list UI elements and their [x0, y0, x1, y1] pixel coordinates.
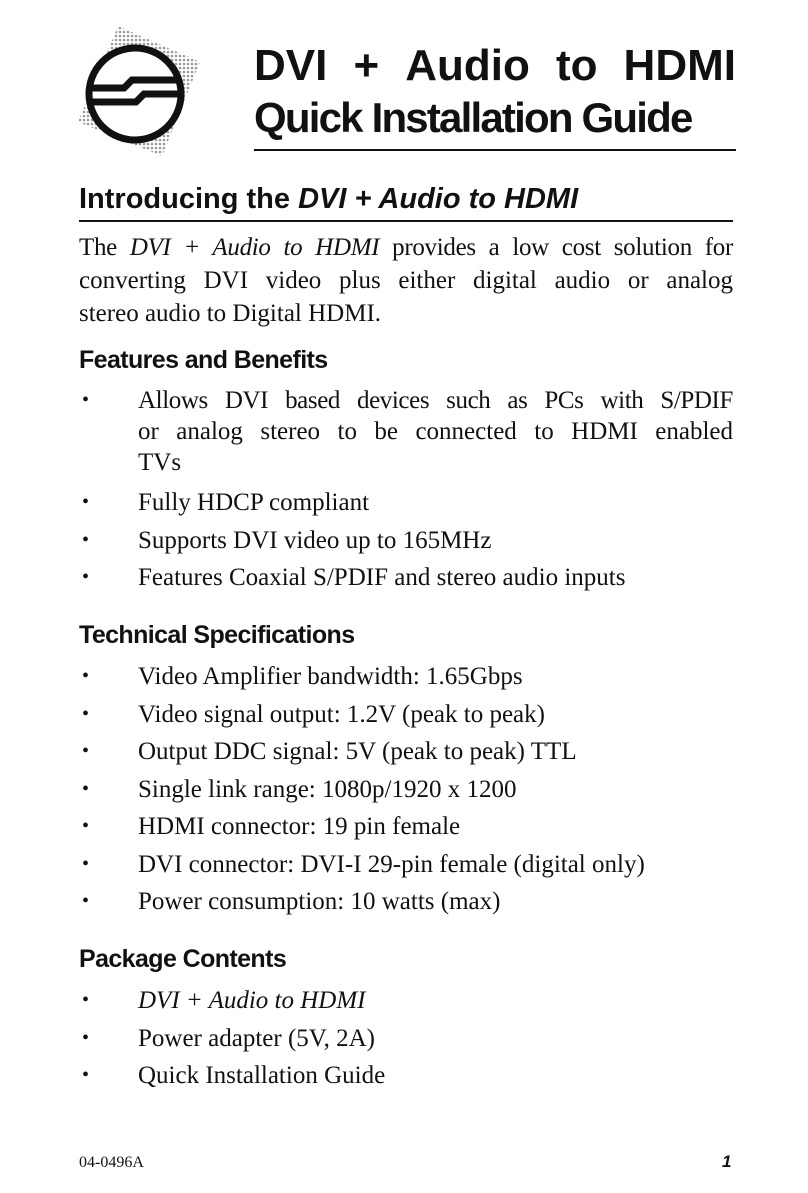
- bullet: •: [82, 528, 90, 551]
- list-item: [79, 696, 733, 734]
- list-item: [79, 658, 733, 696]
- title-divider: [254, 149, 736, 151]
- intro-line: stereo audio to Digital HDMI.: [79, 300, 382, 327]
- intro-line1-rest: provides a low cost solution for: [379, 234, 734, 261]
- specs-list: [79, 658, 733, 921]
- bullet: •: [82, 389, 90, 411]
- list-item-text: DVI + Audio to HDMI: [138, 987, 366, 1014]
- list-item-text: Single link range: 1080p/1920 x 1200: [138, 775, 517, 803]
- list-item-text: DVI connector: DVI-I 29-pin female (digital only): [138, 850, 645, 878]
- intro-paragraph: [79, 231, 733, 330]
- document-title-line1: [254, 40, 736, 92]
- package-list: [79, 982, 733, 1095]
- list-item: [79, 883, 733, 921]
- bullet: •: [82, 815, 90, 837]
- title-word: to: [555, 41, 598, 90]
- title-word: DVI: [254, 41, 328, 90]
- list-item: [79, 982, 733, 1020]
- list-item-text: Quick Installation Guide: [138, 1062, 386, 1089]
- bullet: •: [82, 702, 90, 725]
- title-word: Audio: [405, 41, 530, 90]
- list-item: [79, 771, 733, 809]
- intro-heading-prefix: Introducing the: [79, 183, 299, 215]
- intro-the: The: [79, 234, 130, 261]
- list-item: [79, 846, 733, 884]
- title-word: HDMI: [623, 41, 736, 90]
- list-item-text: Video Amplifier bandwidth: 1.65Gbps: [138, 663, 523, 690]
- bullet: •: [82, 566, 90, 588]
- list-item-text: Features Coaxial S/PDIF and stereo audio inputs: [138, 564, 626, 591]
- brand-logo-icon: [66, 22, 204, 160]
- intro-divider: [79, 220, 733, 222]
- package-heading: Package Contents: [79, 945, 287, 973]
- bullet: •: [82, 852, 90, 875]
- title-word: +: [353, 41, 380, 90]
- document-title-line2: Quick Installation Guide: [254, 94, 692, 141]
- page-number: 1: [722, 1152, 732, 1171]
- intro-heading-product: DVI + Audio to HDMI: [298, 183, 579, 215]
- intro-product-name: DVI + Audio to HDMI: [129, 234, 380, 261]
- intro-line: converting DVI video plus either digital audio or analog: [79, 267, 733, 294]
- bullet: •: [82, 890, 90, 912]
- list-item: [79, 733, 733, 771]
- list-item-text: Video signal output: 1.2V (peak to peak): [138, 700, 545, 728]
- list-item-text: Power consumption: 10 watts (max): [138, 888, 501, 915]
- bullet: •: [82, 740, 90, 762]
- bullet: •: [82, 989, 90, 1011]
- list-item: [79, 808, 733, 846]
- list-item: [79, 1020, 733, 1058]
- list-item-text: Power adapter (5V, 2A): [138, 1024, 375, 1052]
- bullet: •: [82, 665, 90, 687]
- bullet: •: [82, 777, 90, 800]
- features-list: [79, 381, 733, 597]
- list-item-text: HDMI connector: 19 pin female: [138, 813, 461, 840]
- bullet: •: [82, 491, 90, 513]
- features-heading: Features and Benefits: [79, 346, 328, 374]
- specs-heading: Technical Specifications: [79, 621, 355, 649]
- list-item: [79, 1057, 733, 1095]
- intro-heading: [79, 179, 578, 219]
- list-item: [79, 381, 733, 484]
- list-item-text: Output DDC signal: 5V (peak to peak) TTL: [138, 738, 577, 765]
- bullet: •: [82, 1026, 90, 1049]
- list-item-line: or analog stereo to be connected to HDMI enabled: [138, 418, 733, 445]
- list-item-line: TVs: [138, 449, 182, 476]
- list-item-line: Allows DVI based devices such as PCs with S/PDIF: [138, 387, 733, 414]
- list-item: [79, 559, 733, 597]
- list-item: [79, 484, 733, 522]
- list-item: [79, 522, 733, 560]
- intro-line: [79, 231, 733, 264]
- list-item-text: Fully HDCP compliant: [138, 489, 370, 516]
- document-number: 04-0496A: [79, 1154, 144, 1171]
- list-item-text: Supports DVI video up to 165MHz: [138, 526, 492, 554]
- bullet: •: [82, 1064, 90, 1086]
